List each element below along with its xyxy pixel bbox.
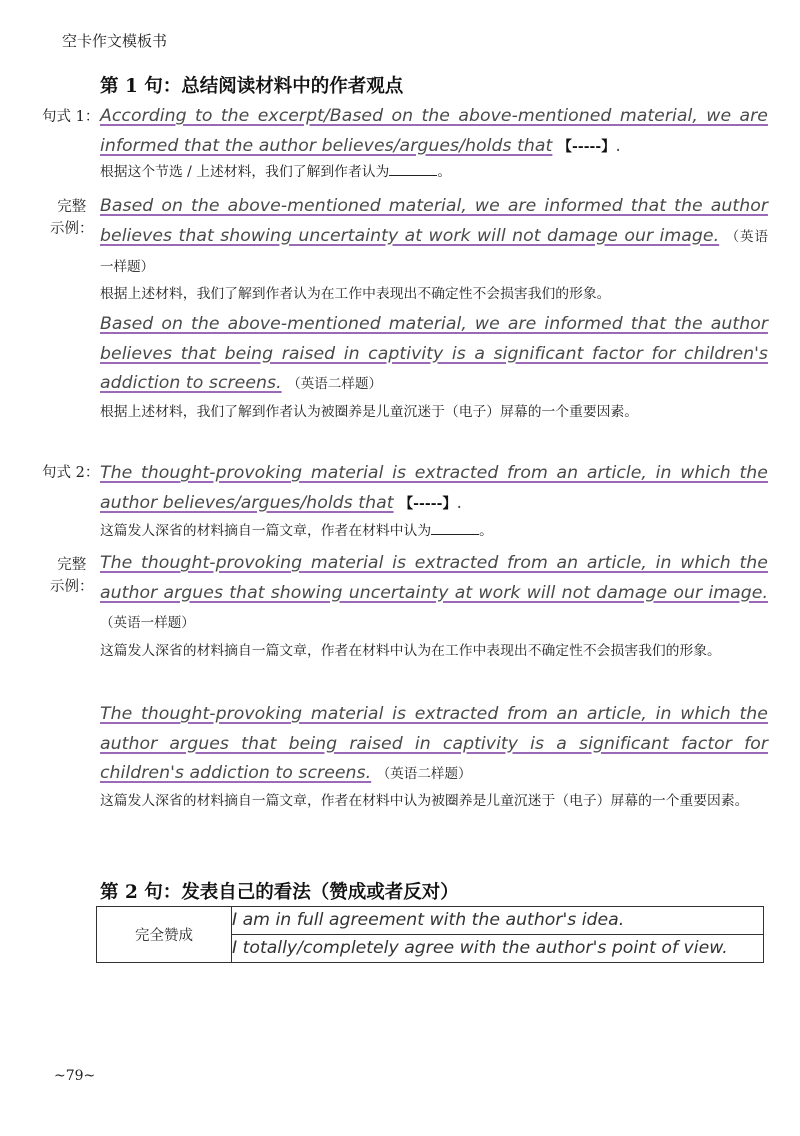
pattern-2-example-1-english bbox=[100, 549, 768, 639]
example-english-text: Based on the above-mentioned material, we are informed that the author believes that showing uncertainty at work will not damage our image. bbox=[100, 196, 768, 246]
phrase-cell: I am in full agreement with the author's idea. bbox=[232, 907, 764, 935]
pattern-2-chinese bbox=[100, 516, 768, 546]
section-1-heading: 第 1 句：总结阅读材料中的作者观点 bbox=[100, 76, 404, 97]
page-number: ~79~ bbox=[54, 1068, 96, 1084]
pattern-1-period: . bbox=[615, 135, 621, 156]
example-english-text: The thought-provoking material is extracted from an article, in which the author argues that showing uncertainty at work will not damage our image. bbox=[100, 553, 768, 603]
example-label-line-1: 完整 bbox=[57, 557, 87, 573]
pattern-2-example-2-english bbox=[100, 700, 768, 790]
pattern-1-chinese-text: 根据这个节选 / 上述材料，我们了解到作者认为 bbox=[100, 164, 390, 180]
table-row bbox=[97, 907, 764, 935]
pattern-1-label: 句式 1： bbox=[42, 109, 100, 125]
example-label-line-2: 示例： bbox=[50, 579, 94, 595]
pattern-1-example-2-english bbox=[100, 310, 768, 400]
category-cell: 完全赞成 bbox=[97, 907, 232, 963]
pattern-2-english-text: The thought-provoking material is extracted from an article, in which the author believes/argues/holds that bbox=[100, 463, 768, 513]
fill-in-blank bbox=[389, 161, 437, 176]
fill-in-blank bbox=[431, 520, 479, 535]
pattern-2-example-1-chinese: 这篇发人深省的材料摘自一篇文章，作者在材料中认为在工作中表现出不确定性不会损害我们的形象。 bbox=[100, 643, 721, 659]
pattern-1-example-label bbox=[50, 196, 94, 240]
example-english-text: Based on the above-mentioned material, we are informed that the author believes that being raised in captivity is a significant factor for children's addiction to screens. bbox=[100, 314, 768, 393]
pattern-1-example-1-chinese: 根据上述材料，我们了解到作者认为在工作中表现出不确定性不会损害我们的形象。 bbox=[100, 286, 611, 302]
example-english-text: The thought-provoking material is extracted from an article, in which the author argues that being raised in captivity is a significant factor for children's addiction to screens. bbox=[100, 704, 768, 783]
pattern-1-chinese bbox=[100, 157, 768, 187]
phrase-cell: I totally/completely agree with the author's point of view. bbox=[232, 935, 764, 963]
pattern-2-english bbox=[100, 459, 768, 519]
pattern-2-blank-bracket: 【-----】 bbox=[399, 495, 457, 512]
pattern-2-period: . bbox=[456, 492, 463, 513]
pattern-1-example-2-chinese: 根据上述材料，我们了解到作者认为被圈养是儿童沉迷于（电子）屏幕的一个重要因素。 bbox=[100, 404, 639, 420]
pattern-2-label: 句式 2： bbox=[42, 465, 100, 481]
example-source-tag: （英语二样题） bbox=[287, 376, 383, 392]
pattern-1-chinese-end: 。 bbox=[437, 164, 452, 180]
pattern-1-blank-bracket: 【-----】 bbox=[557, 138, 616, 155]
pattern-2-chinese-text: 这篇发人深省的材料摘自一篇文章，作者在材料中认为 bbox=[100, 523, 432, 539]
pattern-2-example-label bbox=[50, 554, 94, 598]
pattern-2-example-2-chinese: 这篇发人深省的材料摘自一篇文章，作者在材料中认为被圈养是儿童沉迷于（电子）屏幕的一个重要因素。 bbox=[100, 793, 749, 809]
example-label-line-2: 示例： bbox=[50, 221, 94, 237]
pattern-1-english-text: According to the excerpt/Based on the above-mentioned material, we are informed that the author believes/argues/holds that bbox=[100, 106, 768, 156]
pattern-1-english bbox=[100, 102, 768, 162]
section-2-heading: 第 2 句：发表自己的看法（赞成或者反对） bbox=[100, 882, 459, 903]
example-source-tag: （英语一样题） bbox=[100, 615, 195, 631]
pattern-2-chinese-end: 。 bbox=[479, 523, 493, 539]
example-source-tag: （英语一样题） bbox=[100, 228, 769, 275]
pattern-1-example-1-english bbox=[100, 192, 768, 283]
example-label-line-1: 完整 bbox=[57, 199, 87, 215]
running-header: 空卡作文模板书 bbox=[62, 32, 168, 50]
example-source-tag: （英语二样题） bbox=[376, 766, 472, 782]
agreement-phrase-table bbox=[96, 906, 764, 963]
